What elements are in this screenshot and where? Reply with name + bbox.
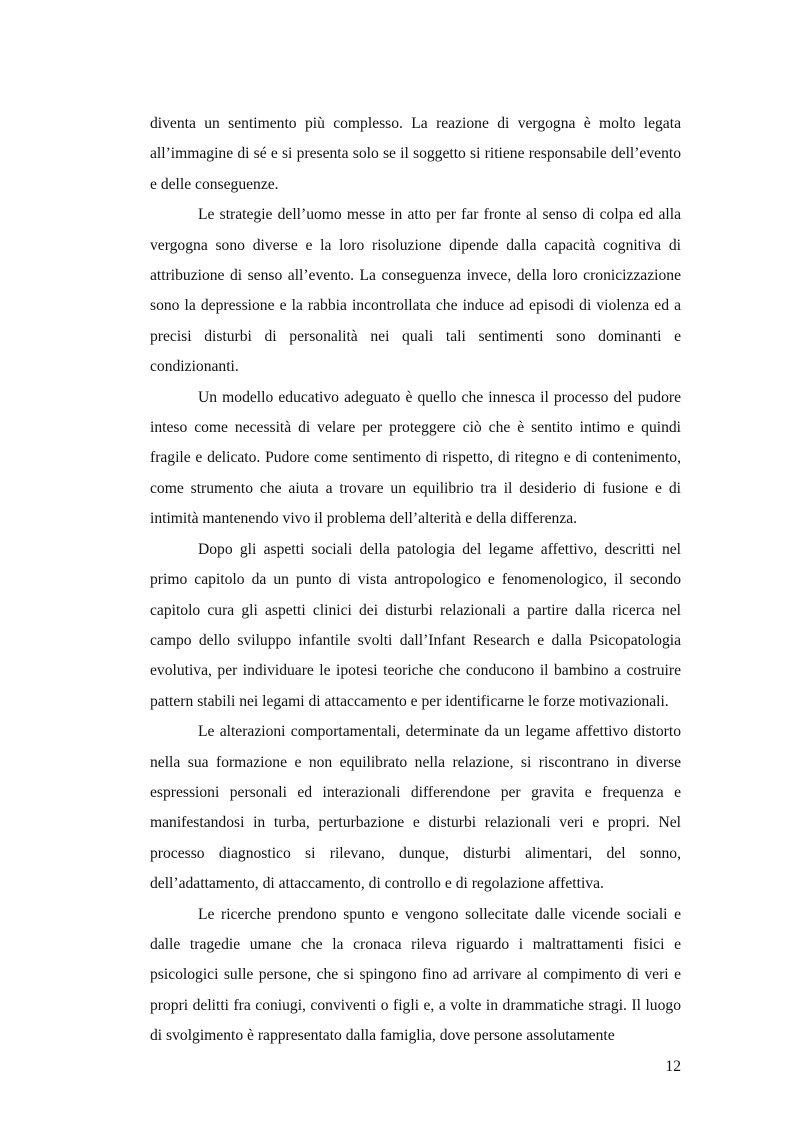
page-number: 12 <box>665 1058 681 1075</box>
paragraph-2: Le strategie dell’uomo messe in atto per far fronte al senso di colpa ed alla vergogna sono diverse e la loro risoluzione dipende dalla capacità cognitiva di attribuzione di senso all’evento. La conseguenza invece, della loro cronicizzazione sono la depressione e la rabbia incontrollata che induce ad episodi di violenza ed a precisi disturbi di personalità nei quali tali sentimenti sono dominanti e condizionanti. <box>150 206 681 376</box>
paragraph-3: Un modello educativo adeguato è quello che innesca il processo del pudore inteso come necessità di velare per proteggere ciò che è sentito intimo e quindi fragile e delicato. Pudore come sentimento di rispetto, di ritegno e di contenimento, come strumento che aiuta a trovare un equilibrio tra il desiderio di fusione e di intimità mantenendo vivo il problema dell’alterità e della differenza. <box>150 388 681 528</box>
document-body <box>150 109 681 1052</box>
paragraph-5: Le alterazioni comportamentali, determinate da un legame affettivo distorto nella sua formazione e non equilibrato nella relazione, si riscontrano in diverse espressioni personali ed interazionali differendone per gravita e frequenza e manifestandosi in turba, perturbazione e disturbi relazionali veri e propri. Nel processo diagnostico si rilevano, dunque, disturbi alimentari, del sonno, dell’adattamento, di attaccamento, di controllo e di regolazione affettiva. <box>150 723 681 893</box>
paragraph-4: Dopo gli aspetti sociali della patologia del legame affettivo, descritti nel primo capitolo da un punto di vista antropologico e fenomenologico, il secondo capitolo cura gli aspetti clinici dei disturbi relazionali a partire dalla ricerca nel campo dello sviluppo infantile svolti dall’Infant Research e dalla Psicopatologia evolutiva, per individuare le ipotesi teoriche che conducono il bambino a costruire pattern stabili nei legami di attaccamento e per identificarne le forze motivazionali. <box>150 540 681 710</box>
paragraph-6: Le ricerche prendono spunto e vengono sollecitate dalle vicende sociali e dalle tragedie umane che la cronaca rileva riguardo i maltrattamenti fisici e psicologici sulle persone, che si spingono fino ad arrivare al compimento di veri e propri delitti fra coniugi, conviventi o figli e, a volte in drammatiche stragi. Il luogo di svolgimento è rappresentato dalla famiglia, dove persone assolutamente <box>150 905 681 1045</box>
paragraph-1: diventa un sentimento più complesso. La reazione di vergogna è molto legata all’immagine di sé e si presenta solo se il soggetto si ritiene responsabile dell’evento e delle conseguenze. <box>150 115 681 193</box>
